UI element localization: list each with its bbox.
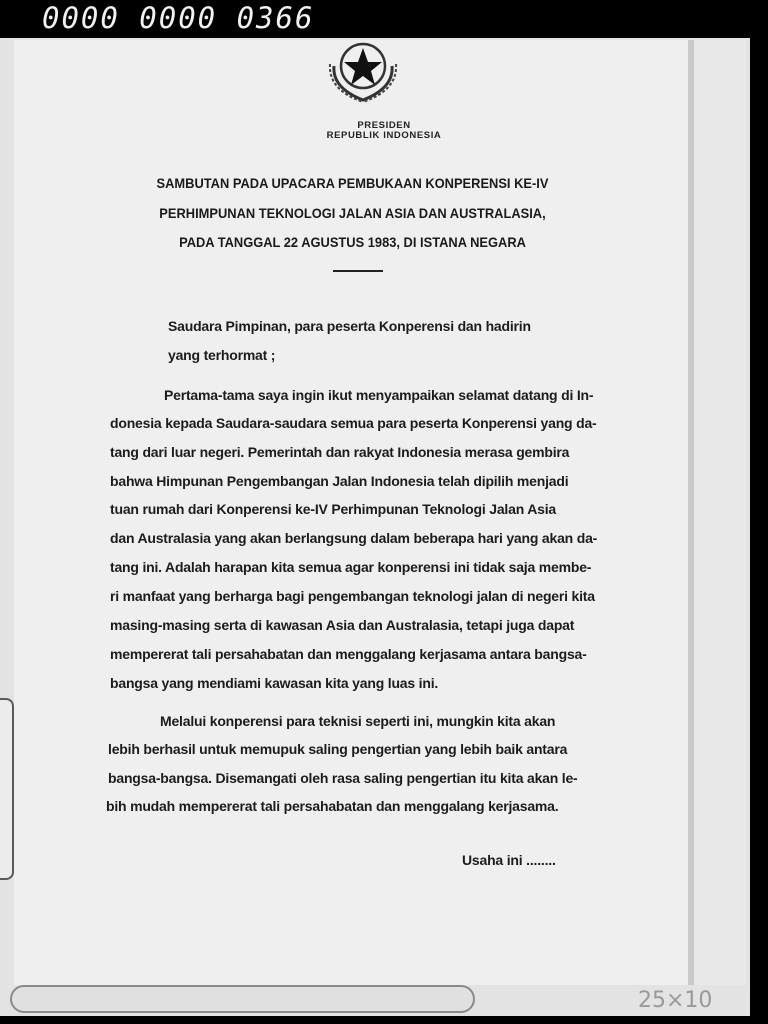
body-line: mempererat tali persahabatan dan menggalang kerjasama antara bangsa- [110,646,587,662]
body-line: ri manfaat yang berharga bagi pengembangan teknologi jalan di negeri kita [110,588,595,604]
header-line-republik: REPUBLIK INDONESIA [326,130,442,141]
title-line-1: SAMBUTAN PADA UPACARA PEMBUKAAN KONPERENSI KE-IV [156,175,549,191]
body-line: yang terhormat ; [168,347,276,363]
body-line: Saudara Pimpinan, para peserta Konperensi dan hadirin [168,318,531,334]
right-margin [694,40,746,985]
body-line: tang ini. Adalah harapan kita semua agar konperensi ini tidak saja membe- [110,559,592,575]
body-line: tang dari luar negeri. Pemerintah dan rakyat Indonesia merasa gembira [110,444,570,460]
title-divider [333,270,383,272]
header-line-presiden: PRESIDEN [357,120,411,131]
body-line: masing-masing serta di kawasan Asia dan Australasia, tetapi juga dapat [110,617,575,633]
body-line: bih mudah mempererat tali persahabatan dan menggalang kerjasama. [106,798,559,814]
body-line: tuan rumah dari Konperensi ke-IV Perhimpunan Teknologi Jalan Asia [110,501,556,517]
body-line: lebih berhasil untuk memupuk saling pengertian yang lebih baik antara [108,741,568,757]
title-line-2: PERHIMPUNAN TEKNOLOGI JALAN ASIA DAN AUSTRALASIA, [159,205,546,221]
body-line: Pertama-tama saya ingin ikut menyampaikan selamat datang di In- [164,387,594,403]
body-line: bangsa yang mendiami kawasan kita yang luas ini. [110,675,439,691]
body-line: bangsa-bangsa. Disemangati oleh rasa saling pengertian itu kita akan le- [108,770,578,786]
body-line: dan Australasia yang akan berlangsung dalam beberapa hari yang akan da- [110,530,598,546]
presidential-seal-icon [320,36,406,104]
scale-mark: 25×10 [638,988,713,1013]
title-line-3: PADA TANGGAL 22 AGUSTUS 1983, DI ISTANA NEGARA [179,234,526,250]
film-bottom-bar [10,985,475,1013]
continuation-text: Usaha ini ........ [462,852,556,868]
body-line: bahwa Himpunan Pengembangan Jalan Indonesia telah dipilih menjadi [110,473,569,489]
frame-code: 0000 0000 0366 [42,1,315,35]
binder-tab [0,698,14,880]
body-line: donesia kepada Saudara-saudara semua para peserta Konperensi yang da- [110,415,597,431]
body-line: Melalui konperensi para teknisi seperti ini, mungkin kita akan [160,713,556,729]
